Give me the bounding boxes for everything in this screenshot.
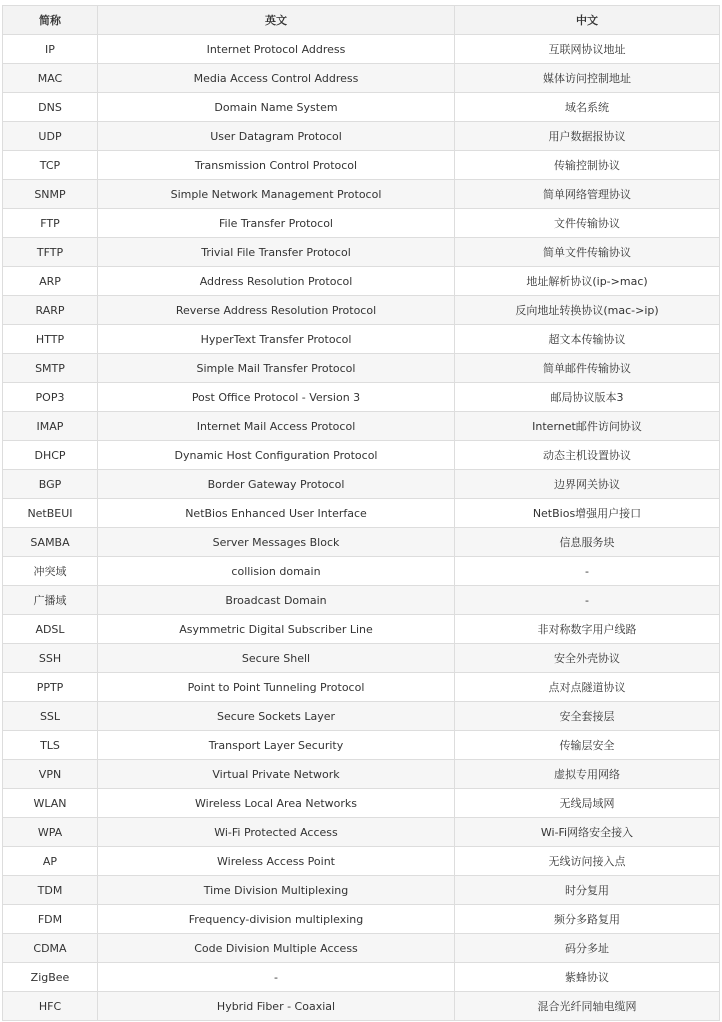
cell-chinese: 动态主机设置协议 (455, 441, 720, 470)
header-abbreviation: 简称 (3, 6, 98, 35)
table-row (3, 673, 720, 702)
table-row (3, 209, 720, 238)
cell-english: collision domain (98, 557, 455, 586)
table-row (3, 383, 720, 412)
table-row (3, 557, 720, 586)
cell-chinese: Wi-Fi网络安全接入 (455, 818, 720, 847)
cell-english: Address Resolution Protocol (98, 267, 455, 296)
cell-chinese: 域名系统 (455, 93, 720, 122)
cell-abbreviation: BGP (3, 470, 98, 499)
header-row (3, 6, 720, 35)
cell-chinese: 文件传输协议 (455, 209, 720, 238)
table-row (3, 296, 720, 325)
cell-abbreviation: SNMP (3, 180, 98, 209)
cell-english: Simple Network Management Protocol (98, 180, 455, 209)
cell-english: Point to Point Tunneling Protocol (98, 673, 455, 702)
table-row (3, 644, 720, 673)
cell-english: Secure Sockets Layer (98, 702, 455, 731)
table-row (3, 586, 720, 615)
cell-english: Hybrid Fiber - Coaxial (98, 992, 455, 1021)
table-row (3, 441, 720, 470)
cell-chinese: 邮局协议版本3 (455, 383, 720, 412)
cell-chinese: 虚拟专用网络 (455, 760, 720, 789)
cell-abbreviation: NetBEUI (3, 499, 98, 528)
table-row (3, 702, 720, 731)
cell-abbreviation: FTP (3, 209, 98, 238)
cell-english: Broadcast Domain (98, 586, 455, 615)
cell-chinese: 媒体访问控制地址 (455, 64, 720, 93)
cell-abbreviation: PPTP (3, 673, 98, 702)
cell-english: - (98, 963, 455, 992)
table-row (3, 847, 720, 876)
table-row (3, 238, 720, 267)
abbreviation-table (2, 5, 720, 1021)
cell-abbreviation: HTTP (3, 325, 98, 354)
cell-abbreviation: WPA (3, 818, 98, 847)
cell-english: Dynamic Host Configuration Protocol (98, 441, 455, 470)
cell-english: Transmission Control Protocol (98, 151, 455, 180)
cell-english: User Datagram Protocol (98, 122, 455, 151)
table-row (3, 122, 720, 151)
cell-abbreviation: WLAN (3, 789, 98, 818)
cell-chinese: 简单邮件传输协议 (455, 354, 720, 383)
cell-abbreviation: SSL (3, 702, 98, 731)
header-chinese: 中文 (455, 6, 720, 35)
cell-chinese: 简单文件传输协议 (455, 238, 720, 267)
cell-abbreviation: ZigBee (3, 963, 98, 992)
cell-english: Transport Layer Security (98, 731, 455, 760)
table-row (3, 354, 720, 383)
table-row (3, 93, 720, 122)
cell-chinese: 超文本传输协议 (455, 325, 720, 354)
header-english: 英文 (98, 6, 455, 35)
cell-abbreviation: VPN (3, 760, 98, 789)
cell-chinese: 点对点隧道协议 (455, 673, 720, 702)
cell-english: Server Messages Block (98, 528, 455, 557)
table-row (3, 151, 720, 180)
cell-chinese: 无线访问接入点 (455, 847, 720, 876)
cell-chinese: 地址解析协议(ip->mac) (455, 267, 720, 296)
cell-english: Code Division Multiple Access (98, 934, 455, 963)
cell-english: Border Gateway Protocol (98, 470, 455, 499)
cell-chinese: 时分复用 (455, 876, 720, 905)
cell-abbreviation: TCP (3, 151, 98, 180)
cell-abbreviation: ADSL (3, 615, 98, 644)
table-row (3, 64, 720, 93)
cell-abbreviation: DNS (3, 93, 98, 122)
cell-english: File Transfer Protocol (98, 209, 455, 238)
cell-english: Wireless Local Area Networks (98, 789, 455, 818)
table-row (3, 731, 720, 760)
cell-abbreviation: IP (3, 35, 98, 64)
cell-chinese: 简单网络管理协议 (455, 180, 720, 209)
cell-chinese: NetBios增强用户接口 (455, 499, 720, 528)
table-row (3, 35, 720, 64)
cell-english: Internet Mail Access Protocol (98, 412, 455, 441)
cell-chinese: 用户数据报协议 (455, 122, 720, 151)
table-body (3, 35, 720, 1021)
cell-chinese: 传输层安全 (455, 731, 720, 760)
cell-chinese: - (455, 586, 720, 615)
cell-chinese: 边界网关协议 (455, 470, 720, 499)
cell-english: HyperText Transfer Protocol (98, 325, 455, 354)
cell-abbreviation: POP3 (3, 383, 98, 412)
cell-abbreviation: TDM (3, 876, 98, 905)
cell-abbreviation: CDMA (3, 934, 98, 963)
cell-english: Trivial File Transfer Protocol (98, 238, 455, 267)
table-row (3, 325, 720, 354)
table-row (3, 528, 720, 557)
cell-english: NetBios Enhanced User Interface (98, 499, 455, 528)
table-row (3, 934, 720, 963)
cell-abbreviation: RARP (3, 296, 98, 325)
cell-chinese: 非对称数字用户线路 (455, 615, 720, 644)
cell-english: Secure Shell (98, 644, 455, 673)
table-row (3, 470, 720, 499)
cell-english: Wireless Access Point (98, 847, 455, 876)
cell-chinese: - (455, 557, 720, 586)
table-row (3, 760, 720, 789)
cell-english: Asymmetric Digital Subscriber Line (98, 615, 455, 644)
table-row (3, 412, 720, 441)
cell-abbreviation: TLS (3, 731, 98, 760)
cell-english: Wi-Fi Protected Access (98, 818, 455, 847)
cell-abbreviation: TFTP (3, 238, 98, 267)
cell-english: Time Division Multiplexing (98, 876, 455, 905)
cell-abbreviation: ARP (3, 267, 98, 296)
cell-chinese: 安全外壳协议 (455, 644, 720, 673)
cell-abbreviation: UDP (3, 122, 98, 151)
table-row (3, 818, 720, 847)
cell-abbreviation: IMAP (3, 412, 98, 441)
cell-chinese: 紫蜂协议 (455, 963, 720, 992)
cell-abbreviation: MAC (3, 64, 98, 93)
cell-chinese: 反向地址转换协议(mac->ip) (455, 296, 720, 325)
table-header (3, 6, 720, 35)
cell-chinese: Internet邮件访问协议 (455, 412, 720, 441)
table-row (3, 963, 720, 992)
cell-english: Domain Name System (98, 93, 455, 122)
cell-abbreviation: 广播域 (3, 586, 98, 615)
table-row (3, 992, 720, 1021)
cell-abbreviation: DHCP (3, 441, 98, 470)
cell-chinese: 信息服务块 (455, 528, 720, 557)
table-row (3, 615, 720, 644)
cell-abbreviation: AP (3, 847, 98, 876)
table-row (3, 789, 720, 818)
table-row (3, 180, 720, 209)
cell-abbreviation: HFC (3, 992, 98, 1021)
cell-chinese: 安全套接层 (455, 702, 720, 731)
table-row (3, 499, 720, 528)
cell-chinese: 互联网协议地址 (455, 35, 720, 64)
cell-english: Virtual Private Network (98, 760, 455, 789)
table-row (3, 905, 720, 934)
cell-english: Simple Mail Transfer Protocol (98, 354, 455, 383)
cell-chinese: 频分多路复用 (455, 905, 720, 934)
cell-english: Post Office Protocol - Version 3 (98, 383, 455, 412)
cell-english: Reverse Address Resolution Protocol (98, 296, 455, 325)
cell-chinese: 混合光纤同轴电缆网 (455, 992, 720, 1021)
cell-english: Internet Protocol Address (98, 35, 455, 64)
cell-english: Frequency-division multiplexing (98, 905, 455, 934)
table-row (3, 876, 720, 905)
cell-chinese: 无线局域网 (455, 789, 720, 818)
cell-abbreviation: FDM (3, 905, 98, 934)
cell-english: Media Access Control Address (98, 64, 455, 93)
cell-abbreviation: SAMBA (3, 528, 98, 557)
cell-abbreviation: SMTP (3, 354, 98, 383)
cell-abbreviation: 冲突域 (3, 557, 98, 586)
cell-chinese: 传输控制协议 (455, 151, 720, 180)
cell-abbreviation: SSH (3, 644, 98, 673)
cell-chinese: 码分多址 (455, 934, 720, 963)
table-row (3, 267, 720, 296)
